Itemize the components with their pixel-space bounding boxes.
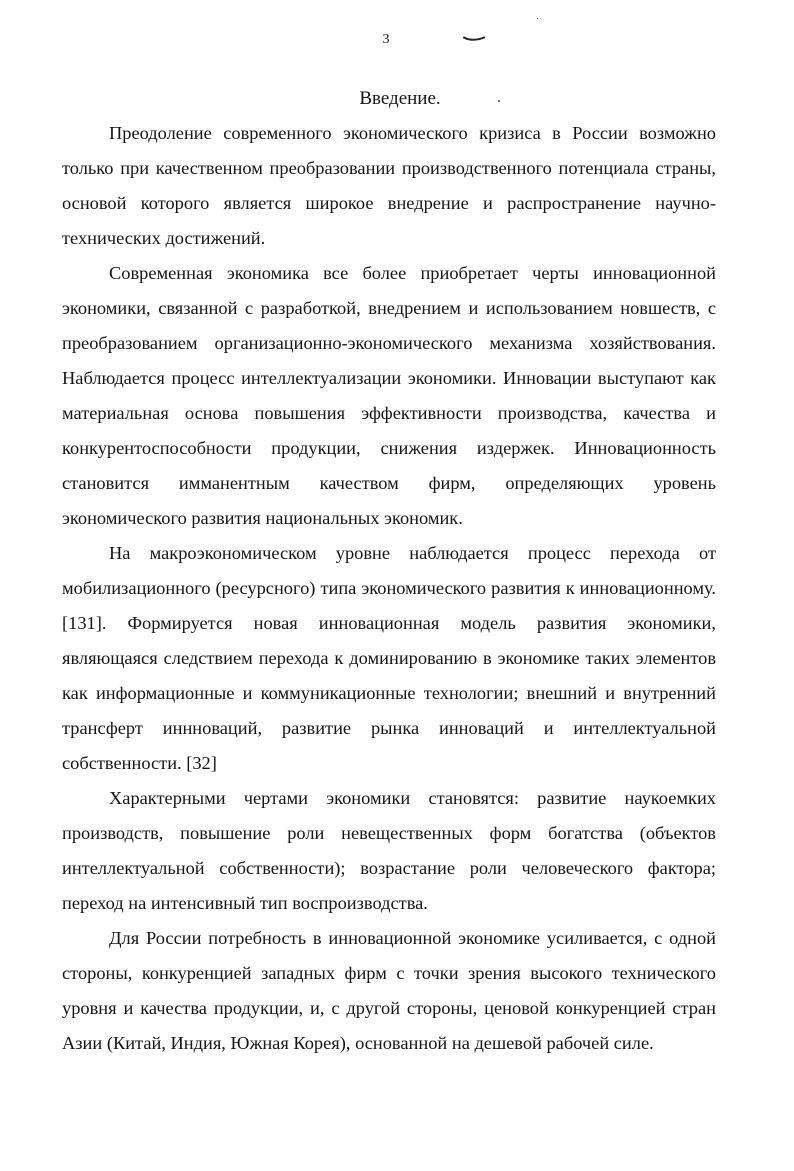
paragraph: Для России потребность в инновационной экономике усиливается, с одной стороны, конкуренцией западных фирм с точки зрения высокого технического уровня и качества продукции, и, с другой стороны, ценовой конкуренцией стран Азии (Китай, Индия, Южная Корея), основанной на дешевой рабочей силе. <box>62 928 716 1053</box>
body-text <box>62 116 716 1061</box>
paragraph: Характерными чертами экономики становятся: развитие наукоемких производств, повышение роли невещественных форм богатства (объектов интеллектуальной собственности); возрастание роли человеческого фактора; переход на интенсивный тип воспроизводства. <box>62 788 716 913</box>
page-number: 3 <box>382 32 390 47</box>
scan-speck <box>537 18 538 19</box>
paragraph: Преодоление современного экономического кризиса в России возможно только при качественном преобразовании производственного потенциала страны, основой которого является широкое внедрение и распространение научно-технических достижений. <box>62 123 716 248</box>
paragraph: На макроэкономическом уровне наблюдается процесс перехода от мобилизационного (ресурсного) типа экономического развития к инновационному.[131]. Формируется новая инновационная модель развития экономики, являющаяся следствием перехода к доминированию в экономике таких элементов как информационные и коммуникационные технологии; внешний и внутренний трансферт иннноваций, развитие рынка инноваций и интеллектуальной собственности. [32] <box>62 543 716 773</box>
section-title: Введение. <box>359 88 441 109</box>
paragraph: Современная экономика все более приобретает черты инновационной экономики, связанной с разработкой, внедрением и использованием новшеств, с преобразованием организационно-экономического механизма хозяйствования. Наблюдается процесс интеллектуализации экономики. Инновации выступают как материальная основа повышения эффективности производства, качества и конкурентоспособности продукции, снижения издержек. Инновационность становится имманентным качеством фирм, определяющих уровень экономического развития национальных экономик. <box>62 263 716 528</box>
scan-mark <box>463 36 485 41</box>
